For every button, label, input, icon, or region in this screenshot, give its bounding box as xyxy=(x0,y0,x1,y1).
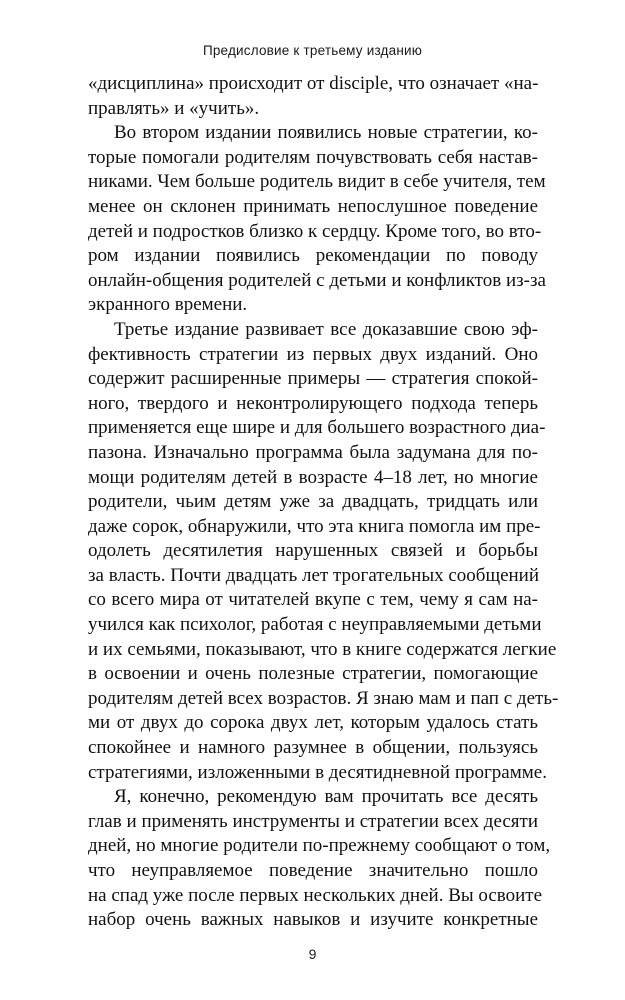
page-number: 9 xyxy=(308,946,317,962)
text-line: Во втором издании появились новые стратегии, ко- xyxy=(114,122,538,144)
text-line: ми от двух до сорока двух лет, которым удалось стать xyxy=(88,712,538,734)
text-line: спокойнее и намного разумнее в общении, пользуясь xyxy=(88,737,538,759)
body-text xyxy=(88,72,559,933)
paragraph xyxy=(88,318,559,785)
text-line: со всего мира от читателей вкупе с тем, чему я сам на- xyxy=(88,589,538,611)
text-line: набор очень важных навыков и изучите конкретные xyxy=(88,909,538,931)
running-title: Предисловие к третьему изданию xyxy=(202,43,423,58)
text-line: ром издании появились рекомендации по поводу xyxy=(88,245,538,267)
paragraph xyxy=(88,72,538,121)
text-line: стратегиями, изложенными в десятидневной программе. xyxy=(88,761,547,783)
text-line: родители, чьим детям уже за двадцать, тридцать или xyxy=(88,491,538,513)
text-line: родителям детей всех возрастов. Я знаю мам и пап с деть- xyxy=(88,687,559,709)
text-line: содержит расширенные примеры — стратегия спокой- xyxy=(88,368,538,390)
text-line: онлайн-общения родителей с детьми и конфликтов из-за xyxy=(88,269,546,291)
text-line: экранного времени. xyxy=(88,294,248,316)
text-line: глав и применять инструменты и стратегии всех десяти xyxy=(88,810,538,832)
text-line: Я, конечно, рекомендую вам прочитать все десять xyxy=(114,786,538,808)
text-line: и их семьями, показывают, что в книге содержатся легкие xyxy=(88,638,557,660)
text-line: даже сорок, обнаружили, что эта книга помогла им пре- xyxy=(88,515,541,537)
text-line: менее он склонен принимать непослушное поведение xyxy=(88,195,538,217)
text-line: дней, но многие родители по-прежнему сообщают о том, xyxy=(88,835,551,857)
text-line: учился как психолог, работая с неуправляемыми детьми xyxy=(88,614,542,636)
text-line: никами. Чем больше родитель видит в себе учителя, тем xyxy=(88,171,546,193)
text-line: Третье издание развивает все доказавшие свою эф- xyxy=(114,318,538,340)
text-line: за власть. Почти двадцать лет трогательных сообщений xyxy=(88,564,540,586)
text-line: правлять» и «учить». xyxy=(88,97,260,119)
paragraph xyxy=(88,785,551,933)
text-line: что неуправляемое поведение значительно пошло xyxy=(88,860,538,881)
paragraph xyxy=(88,121,546,318)
text-line: «дисциплина» происходит от disciple, что означает «на- xyxy=(88,73,539,94)
text-line: детей и подростков близко к сердцу. Кроме того, во вто- xyxy=(88,220,542,242)
text-line: пазона. Изначально программа была задумана для по- xyxy=(88,441,538,463)
text-line: применяется еще шире и для большего возрастного диа- xyxy=(88,417,546,439)
text-line: торые помогали родителям почувствовать себя настав- xyxy=(88,146,538,168)
text-line: ного, твердого и неконтролирующего подхода теперь xyxy=(88,392,538,414)
text-line: одолеть десятилетия нарушенных связей и борьбы xyxy=(88,540,538,562)
text-line: фективность стратегии из первых двух изданий. Оно xyxy=(88,343,538,365)
text-line: в освоении и очень полезные стратегии, помогающие xyxy=(88,663,538,685)
text-line: мощи родителям детей в возрасте 4–18 лет, но многие xyxy=(88,466,538,488)
text-line: на спад уже после первых нескольких дней. Вы освоите xyxy=(88,884,543,906)
